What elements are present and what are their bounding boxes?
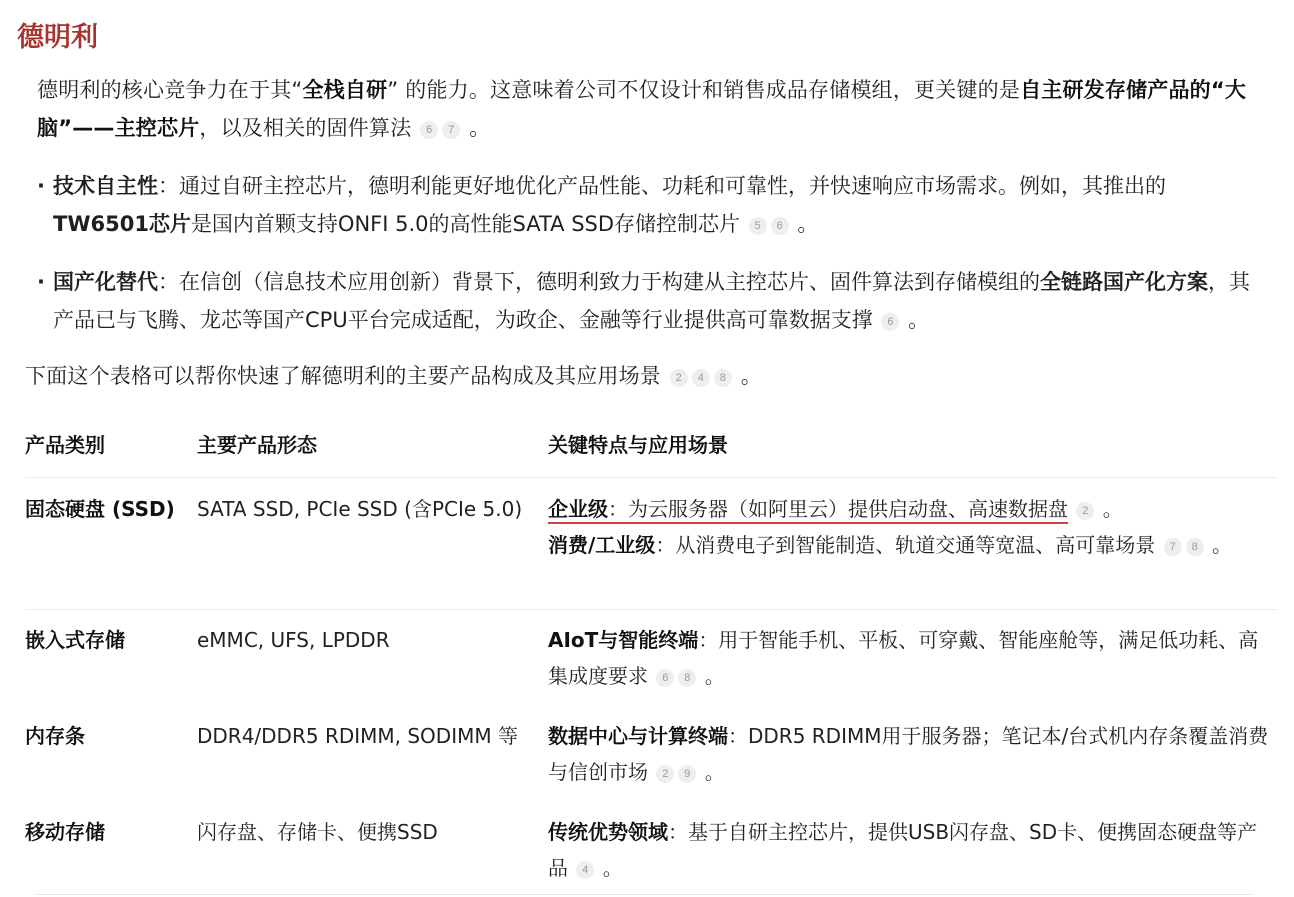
- feature-bold: AIoT与智能终端: [548, 628, 699, 652]
- bullet-dot: ·: [37, 270, 45, 294]
- feature-line: [548, 491, 1277, 527]
- feature-text: ：为云服务器（如阿里云）提供启动盘、高速数据盘: [608, 497, 1068, 521]
- table-header-forms: 主要产品形态: [197, 433, 317, 457]
- feature-end: 。: [704, 664, 725, 688]
- bullet-bold-2: 全链路国产化方案: [1040, 270, 1208, 294]
- bottom-divider: [37, 894, 1251, 895]
- intro-text-2: ” 的能力。这意味着公司不仅设计和销售成品存储模组，更关键的是: [387, 78, 1021, 102]
- underlined-text: [548, 497, 1068, 521]
- bullet-text: [53, 263, 1258, 339]
- feature-text: ：DDR5 RDIMM用于服务器；笔记本/台式机内存条覆盖消费与信创市场: [548, 724, 1269, 784]
- citation-badge[interactable]: 2: [670, 369, 688, 387]
- citation-badge[interactable]: 4: [692, 369, 710, 387]
- feature-bold: 消费/工业级: [548, 533, 656, 557]
- bullet-bold-2: TW6501芯片: [53, 212, 191, 236]
- bullet-text-1: ：通过自研主控芯片，德明利能更好地优化产品性能、功耗和可靠性，并快速响应市场需求。例如，其推出的: [158, 174, 1166, 198]
- intro-bold-1: 全栈自研: [302, 78, 388, 102]
- citation-badge[interactable]: 2: [1076, 502, 1094, 520]
- row-forms: eMMC, UFS, LPDDR: [197, 628, 390, 652]
- citation-badge[interactable]: 6: [881, 313, 899, 331]
- row-forms: DDR4/DDR5 RDIMM, SODIMM 等: [197, 724, 518, 748]
- citation-badge[interactable]: 8: [714, 369, 732, 387]
- feature-text: ：从消费电子到智能制造、轨道交通等宽温、高可靠场景: [655, 533, 1156, 557]
- row-category: 内存条: [25, 724, 85, 748]
- citation-badge[interactable]: 2: [656, 765, 674, 783]
- feature-end: 。: [1102, 497, 1123, 521]
- bullet-text-2: 是国内首颗支持ONFI 5.0的高性能SATA SSD存储控制芯片: [190, 212, 741, 236]
- intro-end: 。: [469, 116, 491, 140]
- feature-end: 。: [602, 856, 623, 880]
- lead-text: 下面这个表格可以帮你快速了解德明利的主要产品构成及其应用场景: [25, 364, 661, 388]
- row-category: 嵌入式存储: [25, 628, 125, 652]
- feature-bold: 数据中心与计算终端: [548, 724, 728, 748]
- bullet-bold-1: 技术自主性: [53, 174, 158, 198]
- intro-paragraph: [37, 71, 1252, 147]
- citation-badge[interactable]: 8: [1186, 538, 1204, 556]
- row-category: 固态硬盘 (SSD): [25, 497, 175, 521]
- bullet-text: [53, 167, 1258, 243]
- feature-text: ：用于智能手机、平板、可穿戴、智能座舱等，满足低功耗、高集成度要求: [548, 628, 1259, 688]
- citation-badge[interactable]: 4: [576, 861, 594, 879]
- row-forms: SATA SSD, PCIe SSD (含PCIe 5.0): [197, 497, 523, 521]
- table-header-category: 产品类别: [25, 433, 105, 457]
- feature-end: 。: [1212, 533, 1233, 557]
- feature-bold: 传统优势领域: [548, 820, 668, 844]
- bullet-text-1: ：在信创（信息技术应用创新）背景下，德明利致力于构建从主控芯片、固件算法到存储模组的: [158, 270, 1040, 294]
- row-features: [548, 718, 1277, 790]
- row-features: [548, 491, 1277, 563]
- table-header-features: 关键特点与应用场景: [548, 433, 728, 457]
- table-lead-paragraph: [25, 357, 1255, 395]
- citation-badge[interactable]: 7: [1164, 538, 1182, 556]
- bullet-dot: ·: [37, 174, 45, 198]
- row-forms: 闪存盘、存储卡、便携SSD: [197, 820, 438, 844]
- intro-bold-2: 自主研发存储产品的“大脑”——主控芯片: [37, 78, 1247, 140]
- row-category: 移动存储: [25, 820, 105, 844]
- citation-badge[interactable]: 6: [420, 121, 438, 139]
- intro-text-1: 德明利的核心竞争力在于其“: [37, 78, 303, 102]
- intro-text-3: ，以及相关的固件算法: [199, 116, 412, 140]
- section-title: 德明利: [17, 22, 98, 53]
- feature-end: 。: [704, 760, 725, 784]
- lead-end: 。: [740, 364, 762, 388]
- citation-badge[interactable]: 7: [442, 121, 460, 139]
- row-features: [548, 622, 1277, 694]
- row-divider: [25, 609, 1277, 610]
- feature-text: ：基于自研主控芯片，提供USB闪存盘、SD卡、便携固态硬盘等产品: [548, 820, 1258, 880]
- bullet-text-2: ，其产品已与飞腾、龙芯等国产CPU平台完成适配，为政企、金融等行业提供高可靠数据支撑: [53, 270, 1250, 332]
- citation-badge[interactable]: 6: [656, 669, 674, 687]
- row-features: [548, 814, 1277, 886]
- citation-badge[interactable]: 6: [771, 217, 789, 235]
- bullet-bold-1: 国产化替代: [53, 270, 158, 294]
- bullet-end: 。: [908, 308, 930, 332]
- citation-badge[interactable]: 5: [749, 217, 767, 235]
- citation-badge[interactable]: 9: [678, 765, 696, 783]
- bullet-end: 。: [797, 212, 819, 236]
- feature-line: [548, 527, 1277, 563]
- feature-bold: 企业级: [548, 497, 608, 521]
- citation-badge[interactable]: 8: [678, 669, 696, 687]
- table-header-divider: [25, 477, 1277, 478]
